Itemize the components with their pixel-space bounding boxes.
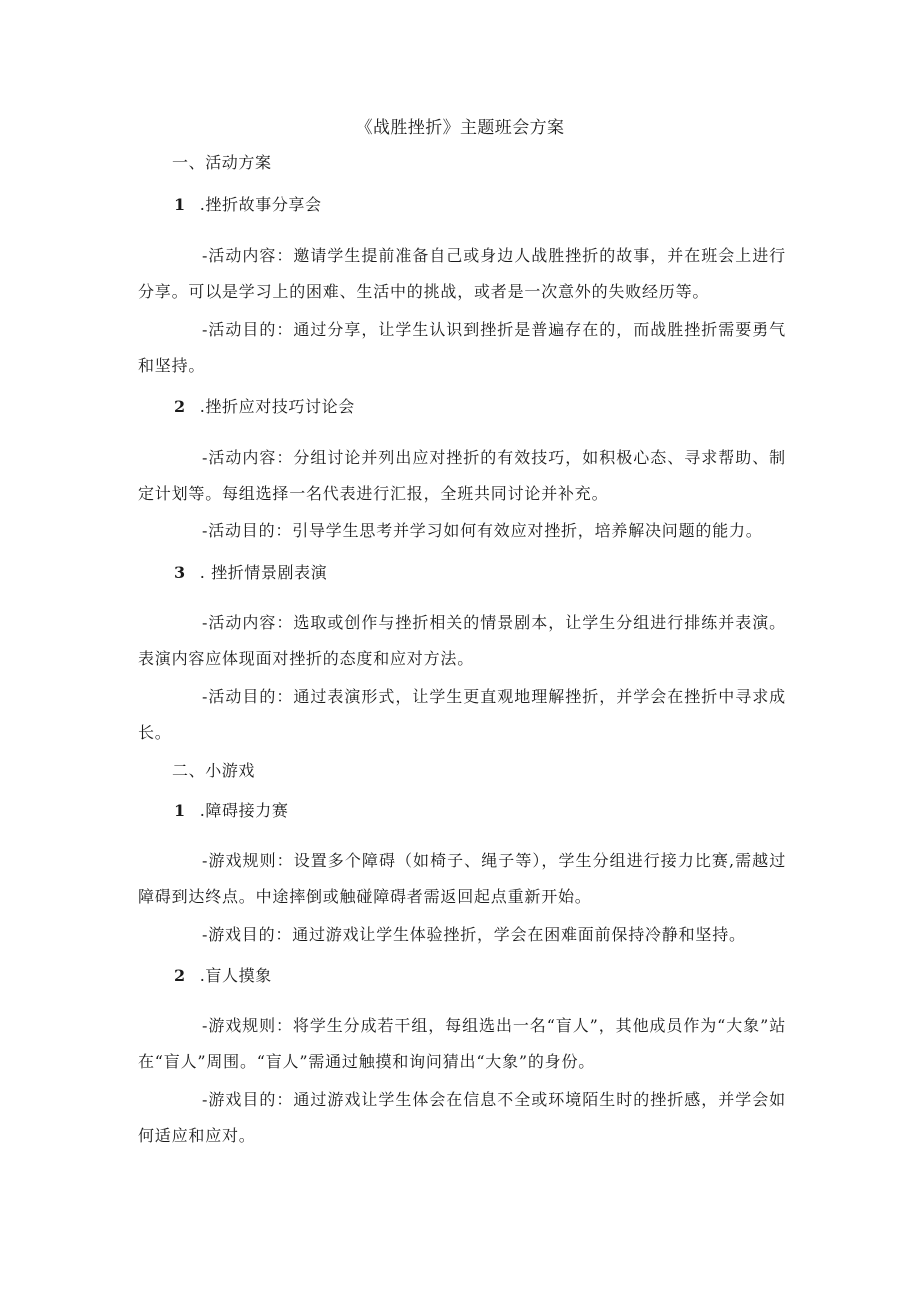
item-content: -活动内容：邀请学生提前准备自己或身边人战胜挫折的故事，并在班会上进行分享。可以是学习上的困难、生活中的挑战，或者是一次意外的失败经历等。 [138, 246, 786, 301]
item-number: 1 [174, 195, 186, 214]
item-purpose: -活动目的：通过表演形式，让学生更直观地理解挫折，并学会在挫折中寻求成长。 [138, 687, 786, 742]
item-purpose: -活动目的：通过分享，让学生认识到挫折是普遍存在的，而战胜挫折需要勇气和坚持。 [138, 320, 786, 375]
item-number: 2 [174, 966, 186, 985]
item-content: -游戏规则：设置多个障碍（如椅子、绳子等），学生分组进行接力比赛,需越过障碍到达终点。中途摔倒或触碰障碍者需返回起点重新开始。 [138, 851, 786, 906]
item-content: -游戏规则：将学生分成若干组，每组选出一名“盲人”，其他成员作为“大象”站在“盲人”周围。“盲人”需通过触摸和询问猜出“大象”的身份。 [138, 1016, 786, 1071]
item-number: 3 [174, 563, 186, 582]
item-purpose: -活动目的：引导学生思考并学习如何有效应对挫折，培养解决问题的能力。 [202, 521, 763, 540]
document-title: 《战胜挫折》主题班会方案 [355, 118, 565, 138]
item-purpose: -游戏目的：通过游戏让学生体验挫折，学会在困难面前保持冷静和坚持。 [202, 925, 746, 944]
item-heading [174, 563, 327, 583]
item-title: .挫折故事分享会 [199, 195, 322, 214]
item-heading [174, 966, 272, 986]
item-purpose: -游戏目的：通过游戏让学生体会在信息不全或环境陌生时的挫折感，并学会如何适应和应对。 [138, 1090, 786, 1145]
item-title: .盲人摸象 [199, 966, 272, 985]
item-heading [174, 195, 322, 215]
item-heading [174, 801, 288, 821]
item-content: -活动内容：分组讨论并列出应对挫折的有效技巧，如积极心态、寻求帮助、制定计划等。每组选择一名代表进行汇报，全班共同讨论并补充。 [138, 448, 786, 503]
item-title: .障碍接力赛 [199, 801, 289, 820]
item-number: 2 [174, 397, 186, 416]
item-title: .挫折应对技巧讨论会 [199, 397, 355, 416]
section-heading: 一、活动方案 [172, 153, 272, 172]
item-number: 1 [174, 801, 186, 820]
item-heading [174, 397, 355, 417]
item-content: -活动内容：选取或创作与挫折相关的情景剧本，让学生分组进行排练并表演。表演内容应体现面对挫折的态度和应对方法。 [138, 613, 786, 668]
section-heading: 二、小游戏 [172, 761, 256, 780]
item-title: . 挫折情景剧表演 [199, 563, 328, 582]
